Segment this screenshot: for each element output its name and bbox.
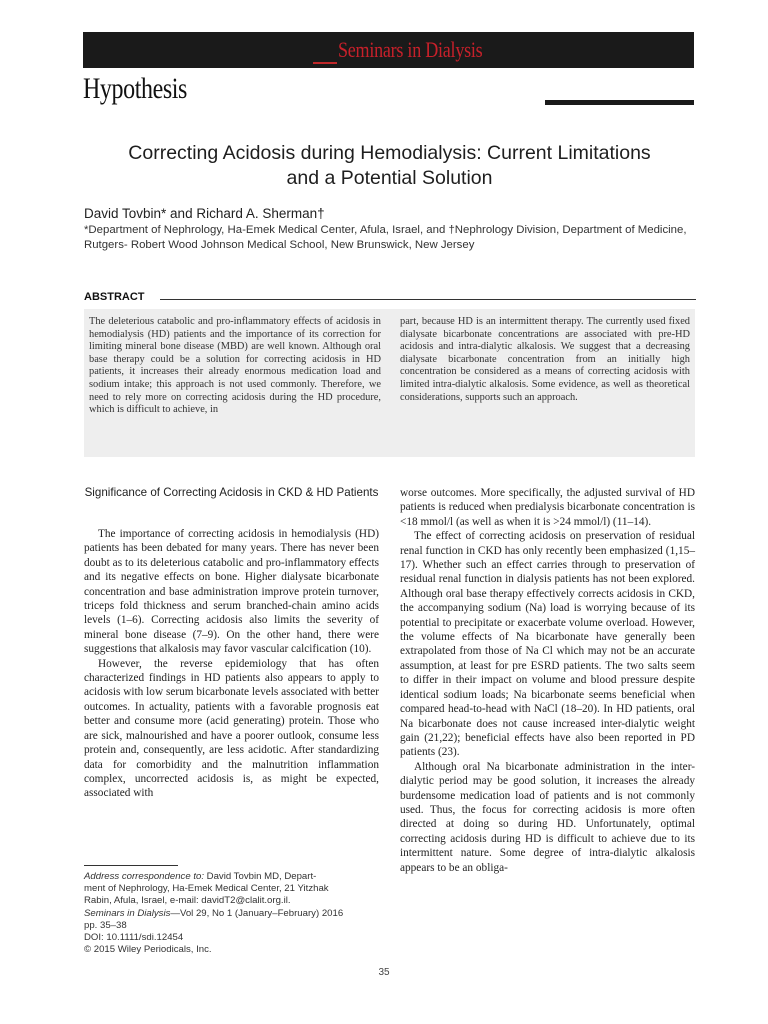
right-column — [400, 486, 695, 875]
abstract-heading: ABSTRACT — [84, 291, 145, 303]
paragraph: However, the reverse epidemiology that has often characterized findings in HD patients also appears to apply to acidosis with low serum bicarbonate levels associated with better outcomes. In actuality, patients with a favorable prognosis eat better and consume more (acid generating) protein. Those who are sick, malnourished and have a poorer outlook, consume less protein and, consequently, are less acidotic. After standardizing data for comorbidity and the malnutrition inflammation complex, uncorrected acidosis is, as might be expected, associated with — [84, 657, 379, 800]
footnote — [84, 871, 384, 956]
authors: David Tovbin* and Richard A. Sherman† — [84, 206, 325, 221]
title-line-2: and a Potential Solution — [286, 167, 493, 189]
paragraph: worse outcomes. More specifically, the adjusted survival of HD patients is reduced when predialysis bicarbonate concentration is <18 mmol/l (as well as when it is >24 mmol/l) (11–14). — [400, 487, 695, 528]
section-label: Hypothesis — [83, 72, 187, 105]
copyright: © 2015 Wiley Periodicals, Inc. — [84, 944, 212, 956]
correspondence-line-3: Rabin, Afula, Israel, e-mail: davidT2@clalit.org.il. — [84, 895, 291, 907]
doi: DOI: 10.1111/sdi.12454 — [84, 932, 184, 944]
paragraph: Although oral Na bicarbonate administration in the inter-dialytic period may be good solution, it increases the already burdensome medication load of patients and is not commonly used. Thus, the focus for correcting acidosis is more often directed at doing so during HD. Unfortunately, optimal correcting acidosis during HD is difficult to achieve due to its intermittent nature. Some degree of intra-dialytic alkalosis appears to be an obliga- — [400, 760, 695, 874]
affiliation: *Department of Nephrology, Ha-Emek Medical Center, Afula, Israel, and †Nephrology Division, Department of Medicine, Rutgers- Robert Wood Johnson Medical School, New Brunswick, New Jersey — [84, 224, 687, 251]
section-rule — [545, 100, 694, 105]
correspondence-line-1: Address correspondence to: David Tovbin MD, Depart- — [84, 871, 317, 882]
page-range: pp. 35–38 — [84, 919, 127, 931]
left-column — [84, 527, 379, 801]
journal-reference: Seminars in Dialysis—Vol 29, No 1 (January–February) 2016 — [84, 907, 344, 919]
abstract-rule — [160, 299, 696, 300]
correspondence-line-2: ment of Nephrology, Ha-Emek Medical Center, 21 Yitzhak — [84, 883, 329, 895]
journal-header-rule — [313, 62, 337, 64]
page-number: 35 — [378, 967, 390, 978]
footnote-rule — [84, 865, 178, 866]
paragraph: The importance of correcting acidosis in hemodialysis (HD) patients has been debated for many years. There has never been doubt as to its deleterious catabolic and pro-inflammatory effects and its negative effects on bone. Higher dialysate bicarbonate concentration and base administration improve protein turnover, triceps fold thickness and serum branched-chain amino acids levels (1–6). Correcting acidosis also limits the severity of mineral bone disease (7–9). On the other hand, there were suggestions that alkalosis may favor vascular calcification (10). — [84, 528, 379, 656]
abstract-text-left: The deleterious catabolic and pro-inflammatory effects of acidosis in hemodialysis (HD) patients and the importance of its correction for limiting mineral bone disease (MBD) are well known. Although oral base therapy could be a solution for correcting acidosis in HD patients, it increases their already enormous medication load and sodium intake; this approach is not used commonly. Therefore, we need to rely more on correcting acidosis during the HD procedure, which is difficult to achieve, in — [89, 316, 381, 416]
section-heading: Significance of Correcting Acidosis in CKD & HD Patients — [84, 486, 379, 499]
article-title — [84, 141, 695, 191]
journal-name: Seminars in Dialysis — [338, 37, 483, 62]
title-line-1: Correcting Acidosis during Hemodialysis: Current Limitations — [128, 142, 651, 164]
abstract-text-right: part, because HD is an intermittent therapy. The currently used fixed dialysate bicarbonate concentrations are associated with pre-HD acidosis and intra-dialytic alkalosis. We suggest that a decreasing dialysate bicarbonate concentration from an initially high concentration be considered as a means of correcting acidosis with limited intra-dialytic alkalosis. Some evidence, as well as theoretical considerations, supports such an approach. — [400, 316, 690, 403]
paragraph: The effect of correcting acidosis on preservation of residual renal function in CKD has only recently been emphasized (1,15–17). Whether such an effect carries through to preservation of residual renal function in dialysis patients has not been explored. Although oral base therapy effectively corrects acidosis in CKD, the accompanying sodium (Na) load is worrying because of its potential to precipitate or exacerbate volume overload. However, the volume effects of Na bicarbonate have generally been extrapolated from those of Na Cl which may not be an accurate assumption, at least for pre ESRD patients. The two salts seem to differ in their impact on volume and blood pressure despite identical sodium loads; Na bicarbonate seems beneficial when compared head-to-head with NaCl (18–20). In HD patients, oral Na bicarbonate does not cause increased inter-dialytic weight gain (21,22); beneficial effects have also been reported in PD patients (23). — [400, 530, 695, 759]
